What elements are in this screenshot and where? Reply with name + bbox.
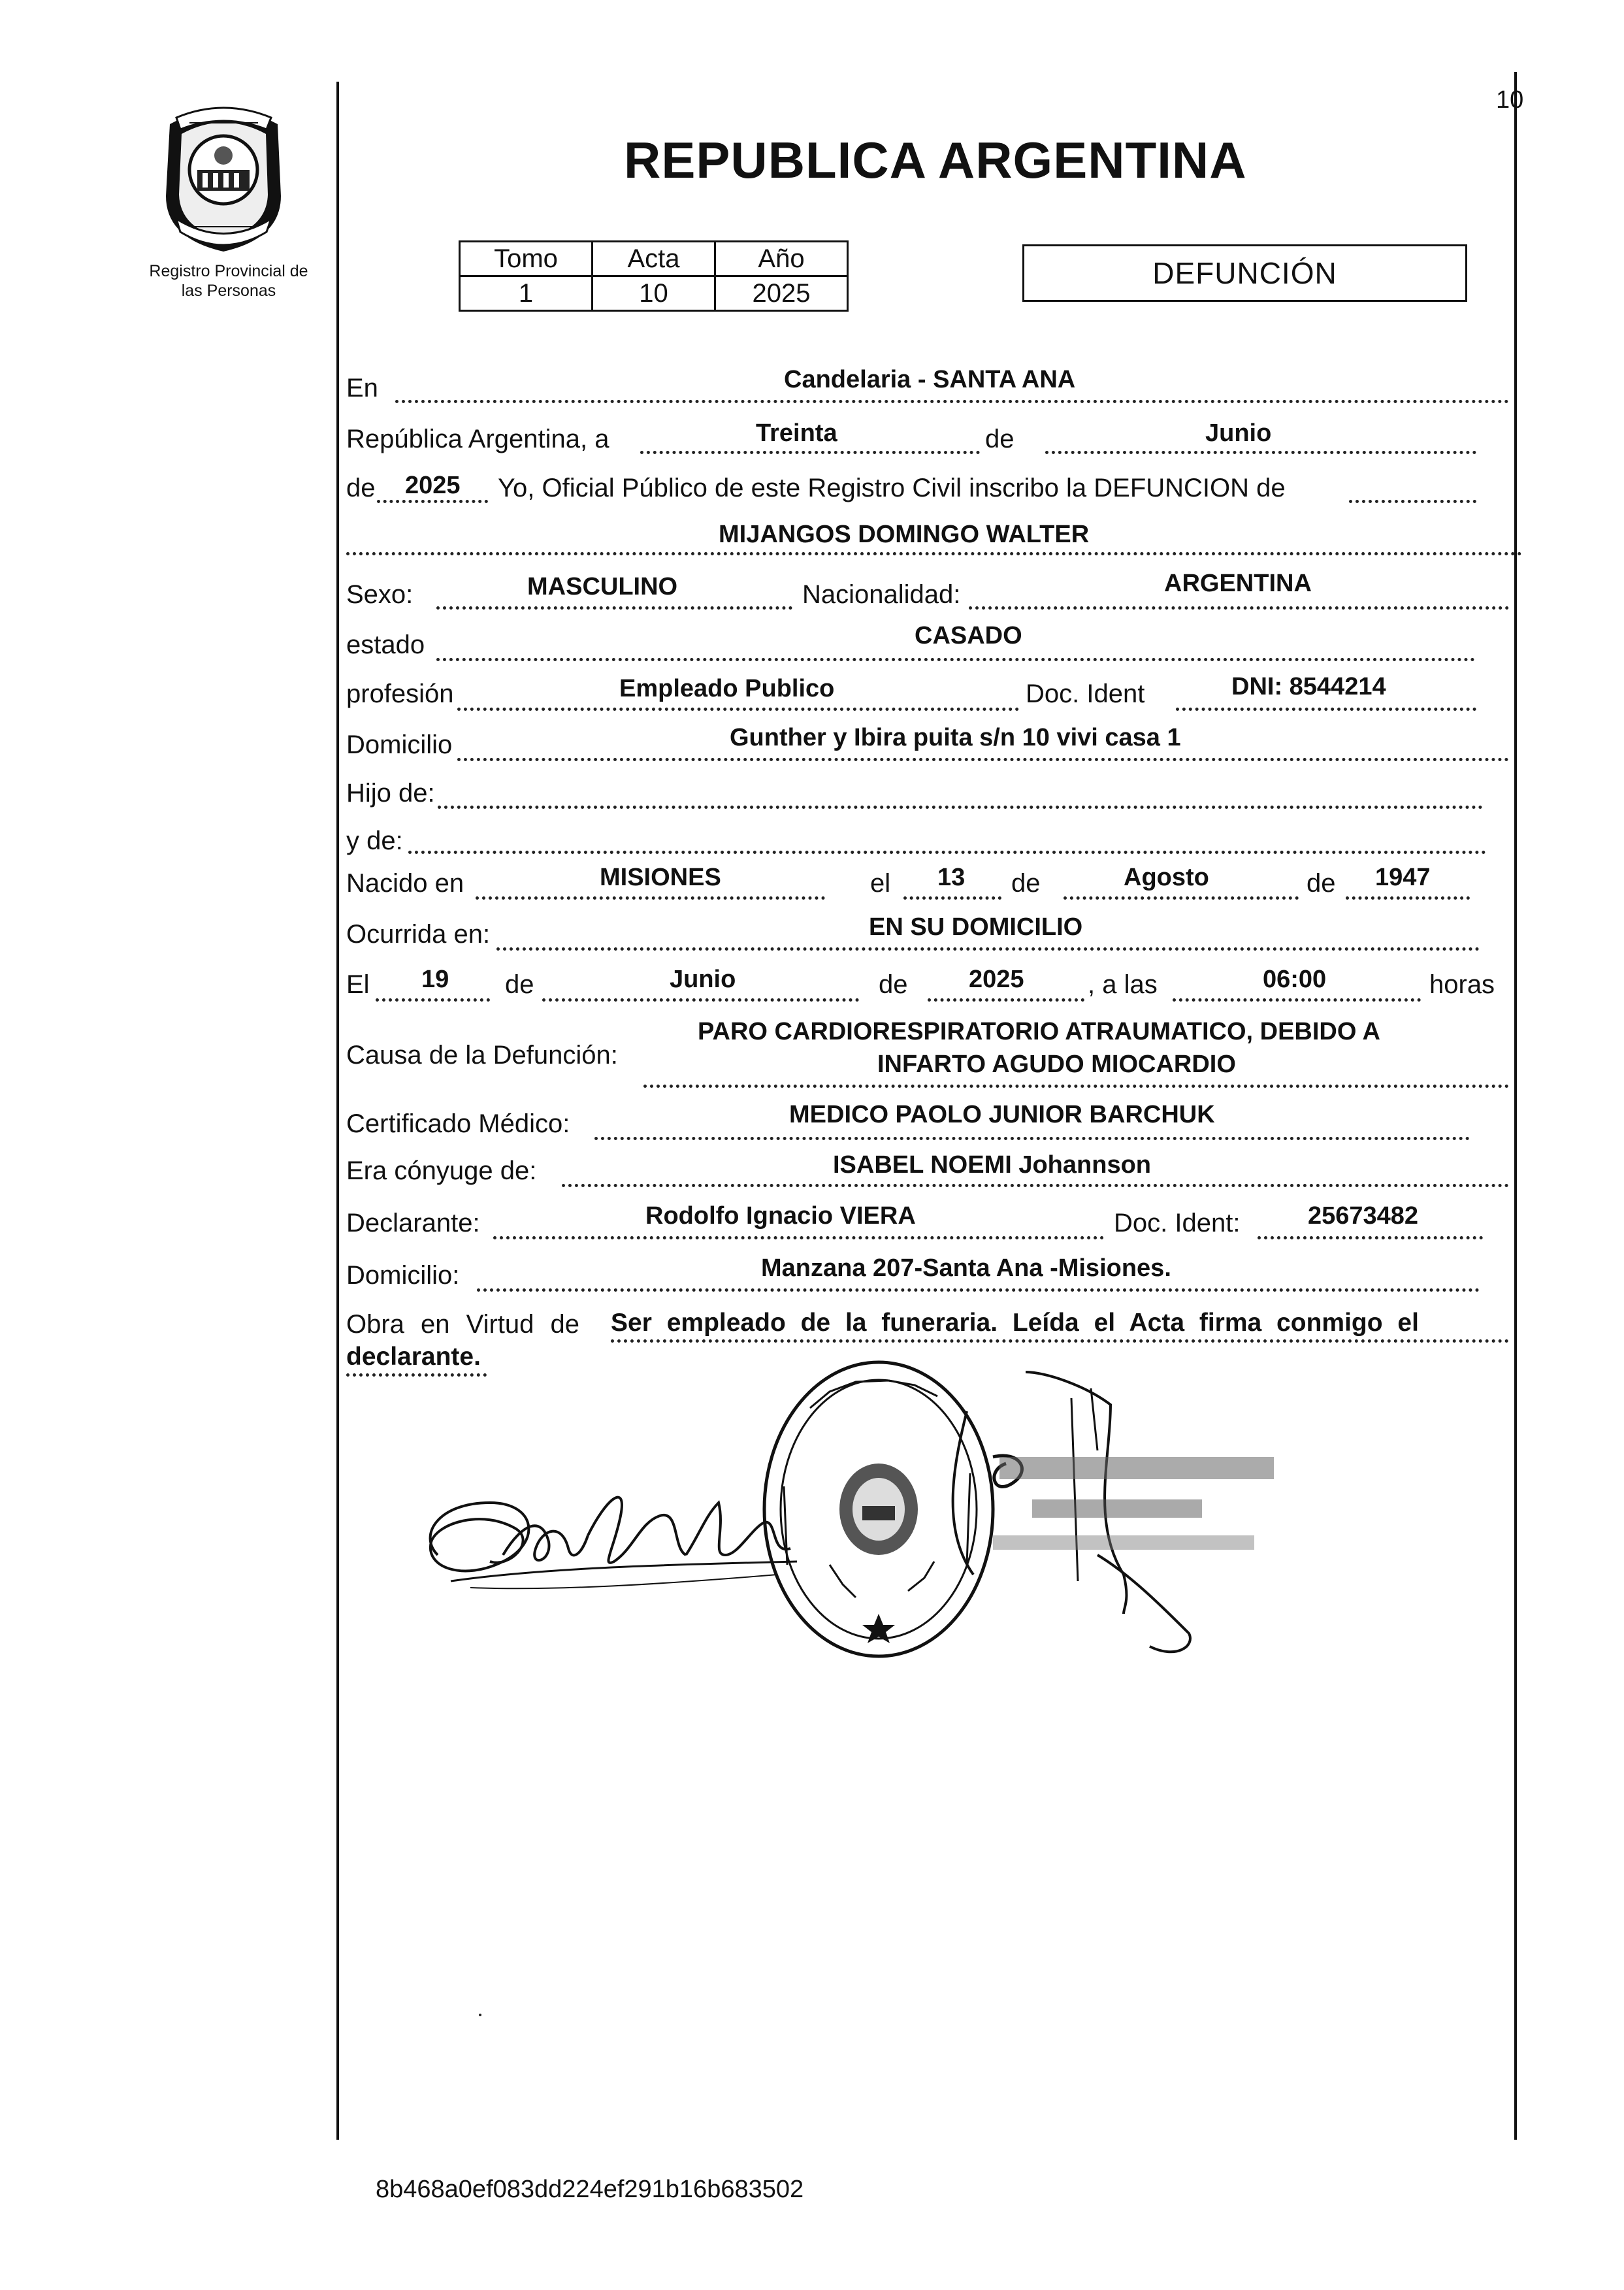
record-value-tomo: 1 xyxy=(460,276,593,311)
oficial-dotline xyxy=(1349,500,1476,503)
causa-dotline xyxy=(643,1085,1509,1088)
record-value-anio: 2025 xyxy=(715,276,848,311)
registry-line-1: Registro Provincial de xyxy=(149,262,308,280)
nacionalidad-dotline xyxy=(969,606,1509,610)
conyuge-label: Era cónyuge de: xyxy=(346,1156,537,1185)
nacido-value: MISIONES xyxy=(600,864,721,891)
doc-ident-2-value: 25673482 xyxy=(1308,1202,1419,1230)
domicilio-2-label: Domicilio: xyxy=(346,1261,460,1290)
nacionalidad-value: ARGENTINA xyxy=(1164,570,1312,597)
record-value-acta: 10 xyxy=(593,276,715,311)
causa-label: Causa de la Defunción: xyxy=(346,1041,618,1070)
registry-name xyxy=(118,261,340,301)
el-label: el xyxy=(870,869,891,898)
official-signature-and-seal xyxy=(915,1359,1339,1673)
profesion-value: Empleado Publico xyxy=(619,675,835,702)
death-year-dotline xyxy=(928,998,1084,1002)
en-dotline xyxy=(395,400,1509,403)
obra-label: Obra en Virtud de xyxy=(346,1310,580,1339)
record-header-anio: Año xyxy=(715,242,848,276)
registry-line-2: las Personas xyxy=(181,282,276,300)
death-time-value: 06:00 xyxy=(1263,966,1327,993)
sexo-value: MASCULINO xyxy=(527,573,678,600)
deceased-name-dotline xyxy=(346,552,1522,555)
declarante-label: Declarante: xyxy=(346,1209,480,1237)
death-day-value: 19 xyxy=(421,966,449,993)
record-header-acta: Acta xyxy=(593,242,715,276)
deceased-name: MIJANGOS DOMINGO WALTER xyxy=(719,521,1090,548)
de-label-2: de xyxy=(346,474,376,502)
record-table xyxy=(459,240,849,312)
birth-month-dotline xyxy=(1064,896,1299,900)
de-label-3: de xyxy=(1011,869,1041,898)
nacido-dotline xyxy=(476,896,825,900)
death-day-dotline xyxy=(376,998,490,1002)
day-words-value: Treinta xyxy=(756,419,837,447)
declarante-dotline xyxy=(493,1236,1104,1239)
estado-label: estado xyxy=(346,630,425,659)
birth-day-value: 13 xyxy=(937,864,966,891)
document-hash: 8b468a0ef083dd224ef291b16b683502 xyxy=(376,2176,804,2203)
domicilio-dotline xyxy=(457,758,1509,761)
causa-line-2: INFARTO AGUDO MIOCARDIO xyxy=(877,1051,1236,1078)
domicilio-2-dotline xyxy=(477,1288,1480,1292)
domicilio-label: Domicilio xyxy=(346,730,453,759)
obra-line-2: declarante. xyxy=(346,1343,481,1371)
right-margin-rule xyxy=(1514,72,1517,2140)
doc-ident-2-label: Doc. Ident: xyxy=(1114,1209,1241,1237)
birth-year-dotline xyxy=(1346,896,1470,900)
month-value: Junio xyxy=(1205,419,1272,447)
doc-ident-label: Doc. Ident xyxy=(1026,679,1145,708)
en-value: Candelaria - SANTA ANA xyxy=(784,366,1076,393)
sexo-dotline xyxy=(436,606,792,610)
birth-day-dotline xyxy=(903,896,1001,900)
de-label-4: de xyxy=(1307,869,1336,898)
nacionalidad-label: Nacionalidad: xyxy=(802,580,961,609)
domicilio-value: Gunther y Ibira puita s/n 10 vivi casa 1 xyxy=(730,724,1181,751)
document-type-box: DEFUNCIÓN xyxy=(1022,244,1467,302)
certificado-dotline xyxy=(594,1137,1470,1140)
birth-month-value: Agosto xyxy=(1124,864,1209,891)
hijo-de-label: Hijo de: xyxy=(346,779,435,808)
obra-dotline-1 xyxy=(611,1339,1509,1343)
estado-dotline xyxy=(436,658,1475,661)
birth-year-value: 1947 xyxy=(1375,864,1431,891)
domicilio-2-value: Manzana 207-Santa Ana -Misiones. xyxy=(761,1254,1171,1282)
death-month-dotline xyxy=(542,998,859,1002)
republica-label: República Argentina, a xyxy=(346,425,609,453)
de-label-6: de xyxy=(879,970,908,999)
year-value: 2025 xyxy=(405,472,461,499)
ocurrida-value: EN SU DOMICILIO xyxy=(869,913,1083,941)
causa-line-1: PARO CARDIORESPIRATORIO ATRAUMATICO, DEBIDO A xyxy=(698,1018,1380,1045)
record-table-header-row xyxy=(460,242,848,276)
province-crest-logo xyxy=(157,98,291,255)
certificado-value: MEDICO PAOLO JUNIOR BARCHUK xyxy=(789,1101,1215,1128)
y-de-dotline xyxy=(408,851,1486,854)
month-dotline xyxy=(1045,451,1476,454)
page-number: 10 xyxy=(1496,86,1524,114)
year-dotline xyxy=(377,500,488,503)
declarant-signature xyxy=(412,1457,810,1627)
death-month-value: Junio xyxy=(670,966,736,993)
y-de-label: y de: xyxy=(346,826,403,855)
document-title: REPUBLICA ARGENTINA xyxy=(624,131,1247,189)
de-label-5: de xyxy=(505,970,534,999)
profesion-dotline xyxy=(457,708,1019,711)
doc-ident-2-dotline xyxy=(1258,1236,1483,1239)
obra-line-1: Ser empleado de la funeraria. Leída el Acta firma conmigo el xyxy=(611,1309,1419,1337)
obra-dotline-2 xyxy=(346,1373,487,1377)
el-death-label: El xyxy=(346,970,370,999)
death-time-dotline xyxy=(1173,998,1421,1002)
horas-label: horas xyxy=(1429,970,1495,999)
certificado-label: Certificado Médico: xyxy=(346,1109,570,1138)
ocurrida-dotline xyxy=(496,947,1480,951)
record-table-value-row xyxy=(460,276,848,311)
death-year-value: 2025 xyxy=(969,966,1024,993)
conyuge-value: ISABEL NOEMI Johannson xyxy=(833,1151,1152,1179)
declarante-value: Rodolfo Ignacio VIERA xyxy=(645,1202,916,1230)
en-label: En xyxy=(346,374,378,402)
sexo-label: Sexo: xyxy=(346,580,414,609)
doc-ident-dotline xyxy=(1176,708,1476,711)
a-las-label: , a las xyxy=(1088,970,1158,999)
left-margin-rule xyxy=(336,82,339,2140)
day-words-dotline xyxy=(640,451,980,454)
nacido-label: Nacido en xyxy=(346,869,464,898)
ocurrida-label: Ocurrida en: xyxy=(346,920,491,949)
hijo-de-dotline xyxy=(438,806,1483,809)
conyuge-dotline xyxy=(562,1184,1509,1187)
estado-value: CASADO xyxy=(915,622,1022,649)
stray-dot xyxy=(479,2014,481,2016)
record-header-tomo: Tomo xyxy=(460,242,593,276)
doc-ident-value: DNI: 8544214 xyxy=(1231,673,1386,700)
oficial-text: Yo, Oficial Público de este Registro Civil inscribo la DEFUNCION de xyxy=(498,474,1286,502)
de-label-1: de xyxy=(985,425,1015,453)
profesion-label: profesión xyxy=(346,679,454,708)
